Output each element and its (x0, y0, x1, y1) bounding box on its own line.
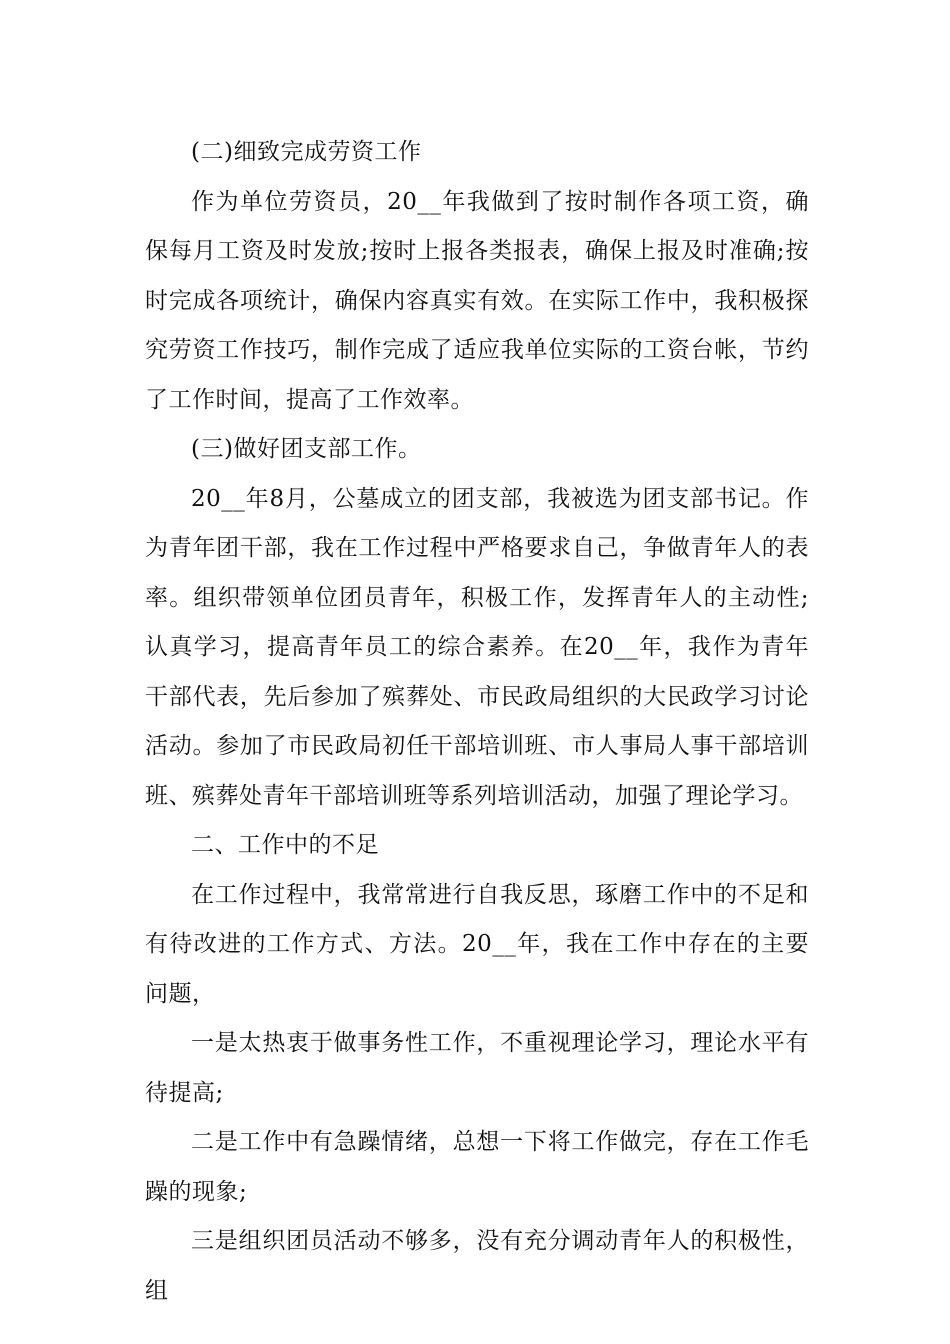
paragraph-problem-one: 一是太热衷于做事务性工作，不重视理论学习，理论水平有待提高; (145, 1030, 809, 1106)
paragraph-self-reflection: 在工作过程中，我常常进行自我反思，琢磨工作中的不足和有待改进的工作方式、方法。20__年，我在工作中存在的主要问题， (145, 881, 809, 1007)
section-heading-payroll: (二)细致完成劳资工作 (191, 139, 422, 165)
document-body (145, 128, 809, 1316)
paragraph-payroll-work: 作为单位劳资员，20__年我做到了按时制作各项工资，确保每月工资及时发放;按时上报各类报表，确保上报及时准确;按时完成各项统计，确保内容真实有效。在实际工作中，我积极探究劳资工作技巧，制作完成了适应我单位实际的工资台帐，节约了工作时间，提高了工作效率。 (145, 188, 809, 413)
paragraph-problem-three: 三是组织团员活动不够多，没有充分调动青年人的积极性，组 (145, 1228, 809, 1304)
paragraph-problem-two: 二是工作中有急躁情绪，总想一下将工作做完，存在工作毛躁的现象; (145, 1129, 809, 1205)
section-heading-league-branch: (三)做好团支部工作。 (191, 436, 422, 462)
paragraph-league-branch-work: 20__年8月，公墓成立的团支部，我被选为团支部书记。作为青年团干部，我在工作过程中严格要求自己，争做青年人的表率。组织带领单位团员青年，积极工作，发挥青年人的主动性;认真学习，提高青年员工的综合素养。在20__年，我作为青年干部代表，先后参加了殡葬处、市民政局组织的大民政学习讨论活动。参加了市民政局初任干部培训班、市人事局人事干部培训班、殡葬处青年干部培训班等系列培训活动，加强了理论学习。 (145, 485, 809, 809)
section-heading-shortcomings: 二、工作中的不足 (191, 832, 379, 858)
